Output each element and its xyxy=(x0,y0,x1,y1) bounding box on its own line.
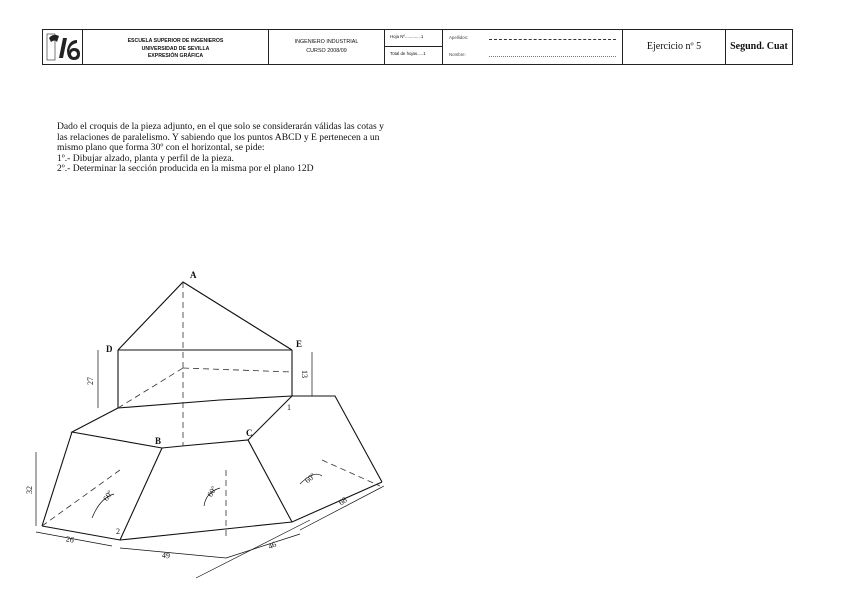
angle-right: 60º xyxy=(303,471,317,486)
edge-b-c xyxy=(162,440,292,522)
edge-slab-right xyxy=(292,396,382,482)
edge-roof xyxy=(118,282,292,350)
edge-left-front xyxy=(42,432,72,526)
name-label: Nombre: xyxy=(449,52,466,57)
statement-line: Dado el croquis de la pieza adjunto, en el que solo se considerarán válidas las cotas y xyxy=(57,121,384,132)
angle-middle: 60º xyxy=(205,484,219,499)
school-line: ESCUELA SUPERIOR DE INGENIEROS xyxy=(127,38,224,44)
school-line: EXPRESIÓN GRÁFICA xyxy=(147,53,204,59)
label-2: 2 xyxy=(116,527,120,536)
dim-49-line xyxy=(120,548,226,558)
surname-label: Apellidos: xyxy=(449,35,469,40)
dim-32: 32 xyxy=(25,486,34,494)
angle-left: 60º xyxy=(101,488,115,503)
hidden-base-right xyxy=(322,460,380,486)
statement-line: las relaciones de paralelismo. Y sabiendo que los puntos ABCD y E pertenecen a un xyxy=(57,131,380,143)
degree-name: INGENIERO INDUSTRIAL xyxy=(294,39,359,45)
hidden-edges xyxy=(42,282,380,538)
sheet-number: Hoja Nº.............1 xyxy=(385,30,442,47)
dim-68-line xyxy=(300,486,384,530)
label-a: A xyxy=(190,270,197,280)
dim-46-line xyxy=(226,534,300,558)
hidden-mid xyxy=(183,368,292,372)
sheet-total: Total de hojas.....1 xyxy=(390,51,426,56)
dim-27: 27 xyxy=(86,377,95,385)
label-d: D xyxy=(106,344,113,354)
edge-top-slab xyxy=(118,396,292,408)
statement-line: 1º.- Dibujar alzado, planta y perfil de la pieza. xyxy=(57,152,234,164)
dim-26: 26 xyxy=(65,534,75,545)
edge-b-2 xyxy=(120,448,162,540)
label-c: C xyxy=(246,428,253,438)
term-label: Segund. Cuat xyxy=(730,41,788,52)
school-line: UNIVERSIDAD DE SEVILLA xyxy=(141,45,210,52)
statement-line: 2º.- Determinar la sección producida en la misma por el plano 12D xyxy=(57,163,314,175)
dim-extension xyxy=(196,520,310,578)
visible-edges xyxy=(42,282,382,540)
course-year: CURSO 2008/09 xyxy=(306,48,347,54)
hidden-diag xyxy=(118,368,183,408)
dim-46: 46 xyxy=(266,539,278,552)
statement-line: mismo plano que forma 30º con el horizontal, se pide: xyxy=(57,142,265,154)
dim-13: 13 xyxy=(300,370,309,378)
dim-68: 68 xyxy=(337,495,349,508)
label-b: B xyxy=(155,436,162,446)
dim-49: 49 xyxy=(161,550,171,561)
exercise-number: Ejercicio nº 5 xyxy=(623,30,726,64)
label-1: 1 xyxy=(287,403,291,412)
edge-slab-left xyxy=(72,408,162,448)
label-e: E xyxy=(296,339,303,349)
edge-c-back xyxy=(248,396,292,440)
